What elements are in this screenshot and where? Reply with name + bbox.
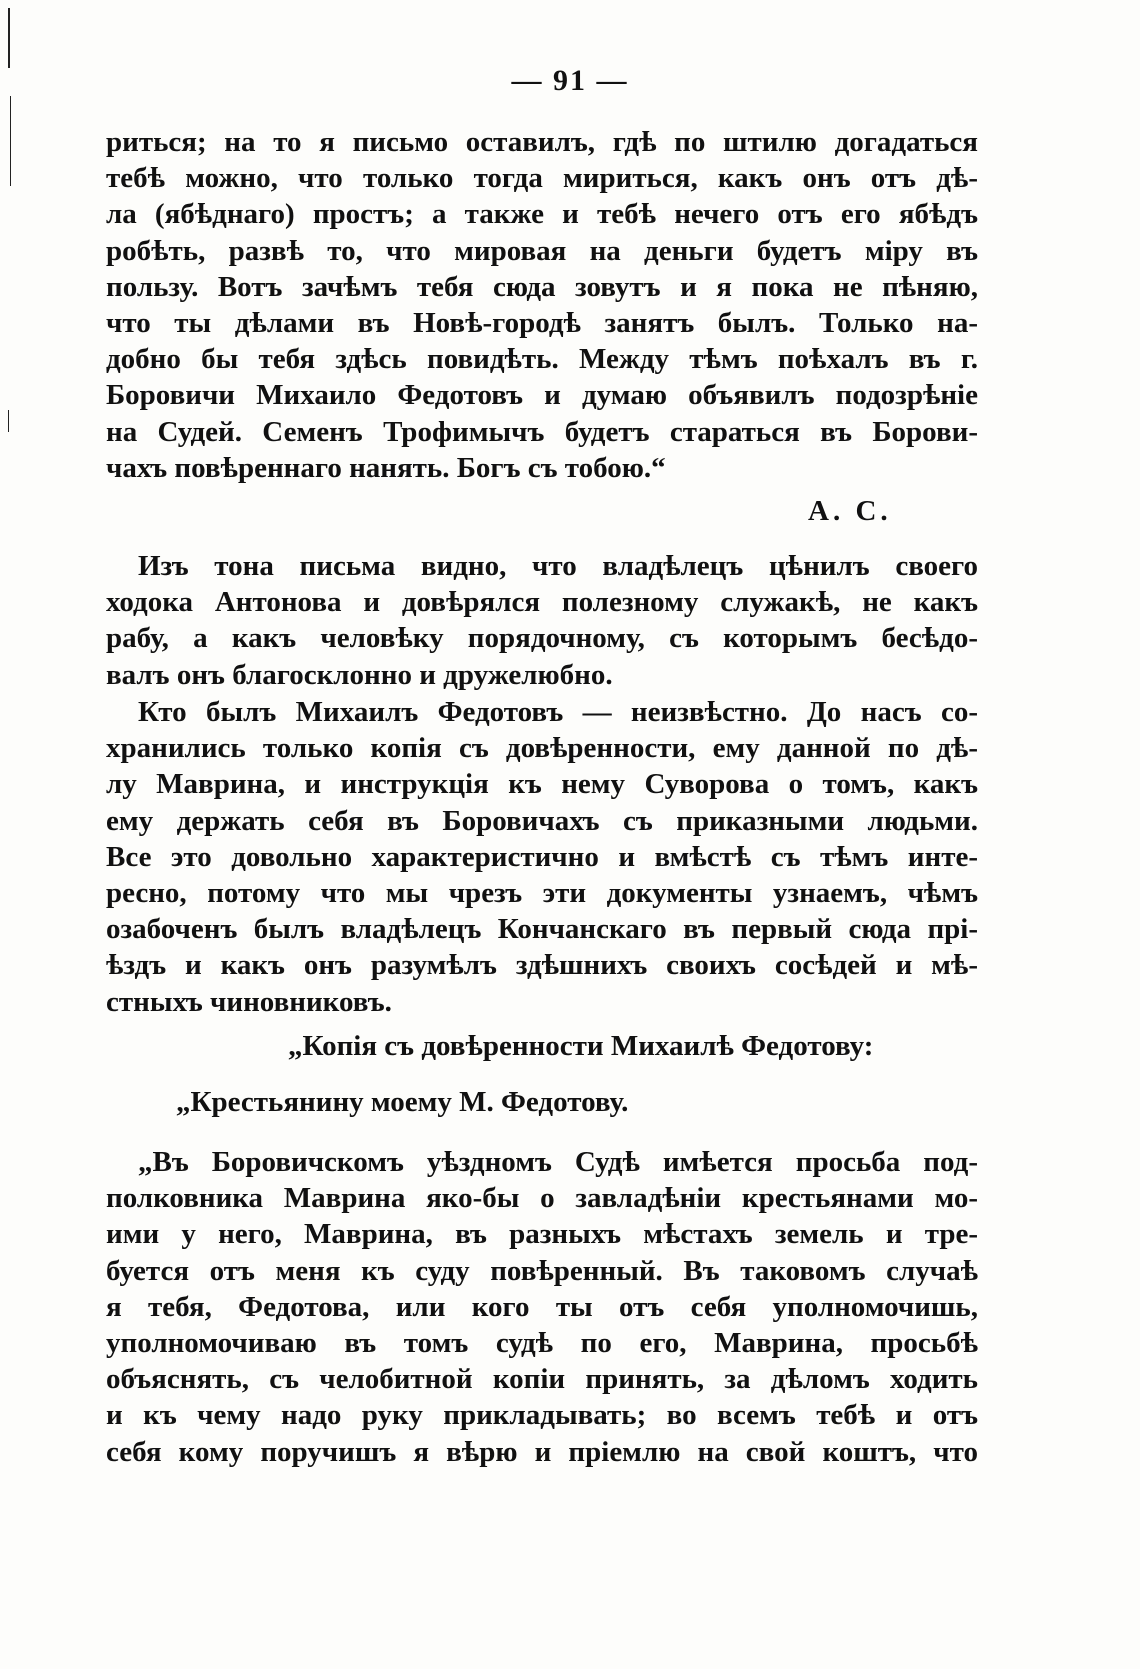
commentary-paragraph-1: [106, 548, 978, 693]
text-line: рабу, а какъ человѣку порядочному, съ которымъ бесѣдо-: [106, 622, 978, 655]
text-line: робѣть, развѣ то, что мировая на деньги будетъ міру въ: [106, 234, 978, 267]
text-line: риться; на то я письмо оставилъ, гдѣ по штилю догадаться: [106, 126, 978, 158]
text-line: полковника Маврина яко-бы о завладѣніи крестьянами мо-: [106, 1182, 978, 1215]
document-addressee: „Крестьянину моему М. Федотову.: [176, 1086, 629, 1118]
text-line: на Судей. Семенъ Трофимычъ будетъ стараться въ Борови-: [106, 415, 978, 448]
text-line: тебѣ можно, что только тогда мириться, какъ онъ отъ дѣ-: [106, 162, 978, 195]
text-line: озабоченъ былъ владѣлецъ Кончанскаго въ первый сюда прі-: [106, 913, 978, 946]
text-line: „Въ Боровичскомъ уѣздномъ Судѣ имѣется просьба под-: [138, 1146, 978, 1178]
letter-ending: [106, 124, 978, 486]
text-line: Боровичи Михаило Федотовъ и думаю объявилъ подозрѣніе: [106, 379, 978, 412]
page-edge-mark: [8, 410, 9, 432]
text-line: я тебя, Федотова, или кого ты отъ себя уполномочишь,: [106, 1290, 978, 1323]
text-line: пользу. Вотъ зачѣмъ тебя сюда зовутъ и я пока не пѣняю,: [106, 270, 978, 303]
text-line: валъ онъ благосклонно и дружелюбно.: [106, 658, 613, 691]
text-line: чахъ повѣреннаго нанять. Богъ съ тобою.“: [106, 451, 666, 484]
text-line: Кто былъ Михаилъ Федотовъ — неизвѣстно. До насъ со-: [138, 696, 978, 728]
text-line: уполномочиваю въ томъ судѣ по его, Маврина, просьбѣ: [106, 1326, 978, 1359]
text-line: ходока Антонова и довѣрялся полезному служакѣ, не какъ: [106, 586, 978, 619]
text-line: и къ чему надо руку прикладывать; во всемъ тебѣ и отъ: [106, 1399, 978, 1432]
text-line: ла (ябѣднаго) простъ; а также и тебѣ нечего отъ его ябѣдъ: [106, 198, 978, 231]
page-edge-mark: [8, 8, 10, 68]
signature: А. С.: [808, 495, 892, 527]
text-line: ему держать себя въ Боровичахъ съ приказными людьми.: [106, 804, 978, 837]
text-line: лу Маврина, и инструкція къ нему Суворова о томъ, какъ: [106, 768, 978, 801]
text-line: ими у него, Маврина, въ разныхъ мѣстахъ земель и тре-: [106, 1218, 978, 1251]
text-line: что ты дѣлами въ Новѣ-городѣ занятъ былъ. Только на-: [106, 306, 978, 339]
document-heading: „Копія съ довѣренности Михаилѣ Федотову:: [288, 1030, 874, 1062]
text-line: ресно, потому что мы чрезъ эти документы узнаемъ, чѣмъ: [106, 876, 978, 909]
text-line: буется отъ меня къ суду повѣренный. Въ таковомъ случаѣ: [106, 1254, 978, 1287]
text-line: Все это довольно характеристично и вмѣстѣ съ тѣмъ инте-: [106, 840, 978, 873]
document-text: [106, 1144, 978, 1470]
page-edge-mark: [10, 96, 11, 186]
text-line: Изъ тона письма видно, что владѣлецъ цѣнилъ своего: [138, 550, 978, 582]
text-line: себя кому поручишъ я вѣрю и пріемлю на свой коштъ, что: [106, 1435, 978, 1468]
text-line: хранились только копія съ довѣренности, ему данной по дѣ-: [106, 732, 978, 765]
page-number: — 91 —: [511, 64, 629, 97]
commentary-paragraph-2: [106, 694, 978, 1020]
text-line: объяснять, съ челобитной копіи принять, за дѣломъ ходить: [106, 1363, 978, 1396]
text-line: добно бы тебя здѣсь повидѣть. Между тѣмъ поѣхалъ въ г.: [106, 343, 978, 376]
text-line: стныхъ чиновниковъ.: [106, 985, 392, 1018]
text-line: ѣздъ и какъ онъ разумѣлъ здѣшнихъ своихъ сосѣдей и мѣ-: [106, 949, 978, 982]
